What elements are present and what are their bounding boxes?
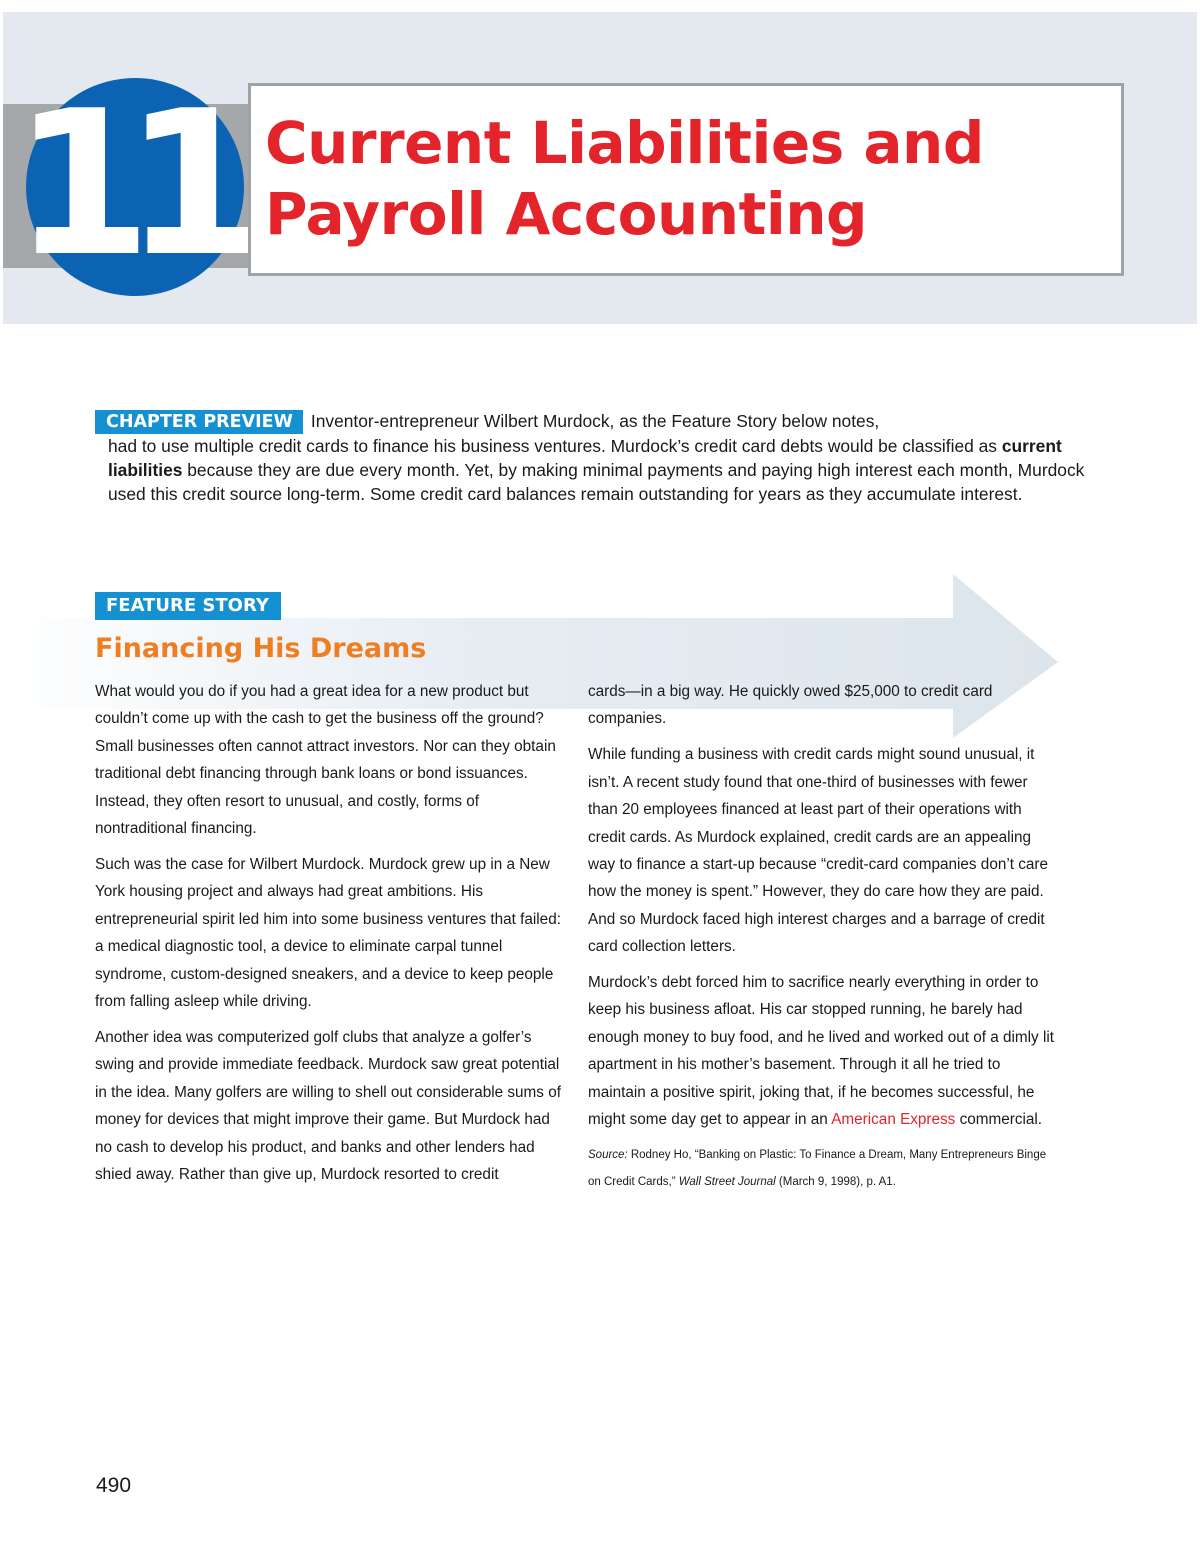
chapter-preview-first-line <box>95 409 1125 434</box>
chapter-preview-text-c: because they are due every month. Yet, by making minimal payments and paying high interest each month, Murdock used this credit source long-term. Some credit card balances remain outstanding for years as they accumulate interest. <box>108 460 1085 505</box>
feature-left-column <box>95 678 565 1197</box>
feature-paragraph: Another idea was computerized golf clubs that analyze a golfer’s swing and provide immediate feedback. Murdock saw great potential in the idea. Many golfers are willing to shell out considerable sums of money for devices that might improve their game. But Murdock had no cash to develop his product, and banks and other lenders had shied away. Rather than give up, Murdock resorted to credit <box>95 1028 561 1183</box>
chapter-title-box <box>248 83 1124 276</box>
chapter-preview-text-a: Inventor-entrepreneur Wilbert Murdock, as the Feature Story below notes, <box>310 411 880 431</box>
feature-story-title: Financing His Dreams <box>95 633 427 664</box>
chapter-number: 11 <box>12 68 236 301</box>
feature-paragraph-end: commercial. <box>955 1111 1043 1129</box>
feature-story-label: FEATURE STORY <box>95 592 281 620</box>
source-text-a: Rodney Ho, “Banking on Plastic: To Finance a Dream, Many Entrepreneurs Binge on Credit Cards,” <box>588 1149 1047 1188</box>
feature-paragraph: While funding a business with credit cards might sound unusual, it isn’t. A recent study found that one-third of businesses with fewer than 20 employees financed at least part of their operations with credit cards. As Murdock explained, credit cards are an appealing way to finance a start-up because “credit-card companies don’t care how the money is spent.” However, they do care how they are paid. And so Murdock faced high interest charges and a barrage of credit card collection letters. <box>588 746 1048 956</box>
chapter-number-badge <box>12 68 244 301</box>
feature-paragraph: cards—in a big way. He quickly owed $25,000 to credit card companies. <box>588 683 993 728</box>
feature-paragraph-text: Murdock’s debt forced him to sacrifice nearly everything in order to keep his business afloat. His car stopped running, he barely had enough money to buy food, and he lived and worked out of a dimly lit apartment in his mother’s basement. Through it all he tried to maintain a positive spirit, joking that, if he becomes successful, he might some day get to appear in an <box>588 974 1055 1129</box>
chapter-preview <box>95 409 1125 507</box>
chapter-preview-label: CHAPTER PREVIEW <box>95 410 303 434</box>
chapter-preview-text-b: had to use multiple credit cards to finance his business ventures. Murdock’s credit card debts would be classified as <box>108 436 1002 456</box>
american-express-link[interactable]: American Express <box>831 1111 956 1129</box>
source-journal: Wall Street Journal <box>678 1176 776 1188</box>
chapter-title-line-2: Payroll Accounting <box>265 180 868 248</box>
chapter-preview-body <box>95 434 1125 507</box>
feature-paragraph <box>588 969 1058 1133</box>
page-number: 490 <box>96 1474 132 1497</box>
source-label: Source: <box>588 1149 628 1161</box>
source-citation <box>588 1142 1058 1196</box>
current-liabilities-term: current liabilities <box>108 436 1062 481</box>
feature-paragraph: Such was the case for Wilbert Murdock. Murdock grew up in a New York housing project and always had great ambitions. His entrepreneurial spirit led him into some business ventures that failed: a medical diagnostic tool, a device to eliminate carpal tunnel syndrome, custom-designed sneakers, and a device to keep people from falling asleep while driving. <box>95 855 561 1010</box>
source-text-b: (March 9, 1998), p. A1. <box>775 1176 896 1188</box>
chapter-title-line-1: Current Liabilities and <box>265 109 984 177</box>
feature-paragraph: What would you do if you had a great idea for a new product but couldn’t come up with the cash to get the business off the ground? Small businesses often cannot attract investors. Nor can they obtain traditional debt financing through bank loans or bond issuances. Instead, they often resort to unusual, and costly, forms of nontraditional financing. <box>95 683 556 838</box>
feature-right-column <box>588 678 1058 1205</box>
